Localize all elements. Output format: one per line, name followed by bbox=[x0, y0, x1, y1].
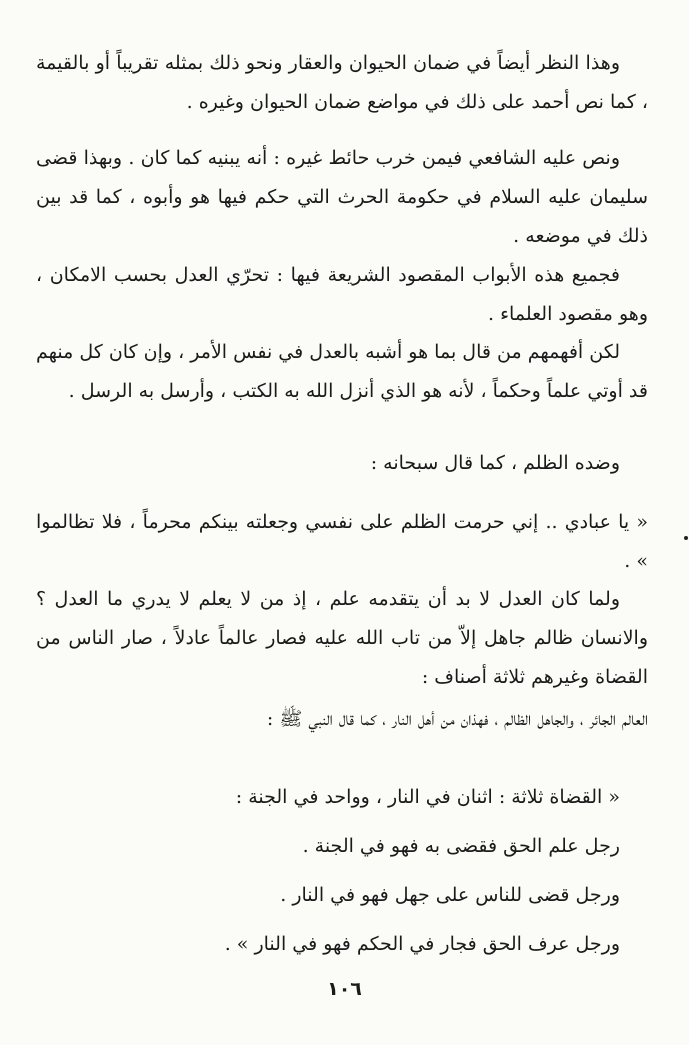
paragraph-1: وهذا النظر أيضاً في ضمان الحيوان والعقار ونحو ذلك بمثله تقريباً أو بالقيمة ، كما نص أحمد على ذلك في مواضع ضمان الحيوان وغيره . bbox=[36, 52, 648, 113]
paragraph-6: ولما كان العدل لا بد أن يتقدمه علم ، إذ من لا يعلم لا يدري ما العدل ؟ والانسان ظالم جاهل إلاّ من تاب الله عليه فصار عالماً عادلاً ، صار الناس من القضاة وغيرهم ثلاثة أصناف : bbox=[36, 588, 648, 688]
hadith-quote: « يا عبادي .. إني حرمت الظلم على نفسي وجعلته بينكم محرماً ، فلا تظالموا » . bbox=[36, 511, 648, 572]
hadith-line-3: ورجل قضى للناس على جهل فهو في النار . bbox=[280, 884, 620, 906]
hadith-line-1: « القضاة ثلاثة : اثنان في النار ، وواحد في الجنة : bbox=[235, 786, 620, 808]
paragraph-2: ونص عليه الشافعي فيمن خرب حائط غيره : أنه يبنيه كما كان . وبهذا قضى سليمان عليه السلام في حكومة الحرث التي حكم فيها هو وأبوه ، كما قد بين ذلك في موضعه . bbox=[36, 147, 648, 247]
paragraph-7: العالم الجائر ، والجاهل الظالم ، فهذان من أهل النار ، كما قال النبي ﷺ : bbox=[266, 708, 648, 730]
paragraph-4: لكن أفهمهم من قال بما هو أشبه بالعدل في نفس الأمر ، وإن كان كل منهم قد أوتي علماً وحكماً ، لأنه هو الذي أنزل الله به الكتب ، وأرسل به الرسل . bbox=[36, 341, 648, 402]
paragraph-3: فجميع هذه الأبواب المقصود الشريعة فيها : تحرّي العدل بحسب الامكان ، وهو مقصود العلماء . bbox=[36, 264, 648, 325]
page-number: ١٠٦ bbox=[327, 978, 362, 1000]
hadith-line-4: ورجل عرف الحق فجار في الحكم فهو في النار » . bbox=[224, 933, 620, 955]
paragraph-5: وضده الظلم ، كما قال سبحانه : bbox=[370, 452, 620, 474]
hadith-line-2: رجل علم الحق فقضى به فهو في الجنة . bbox=[302, 835, 620, 857]
scan-speck bbox=[684, 536, 688, 540]
